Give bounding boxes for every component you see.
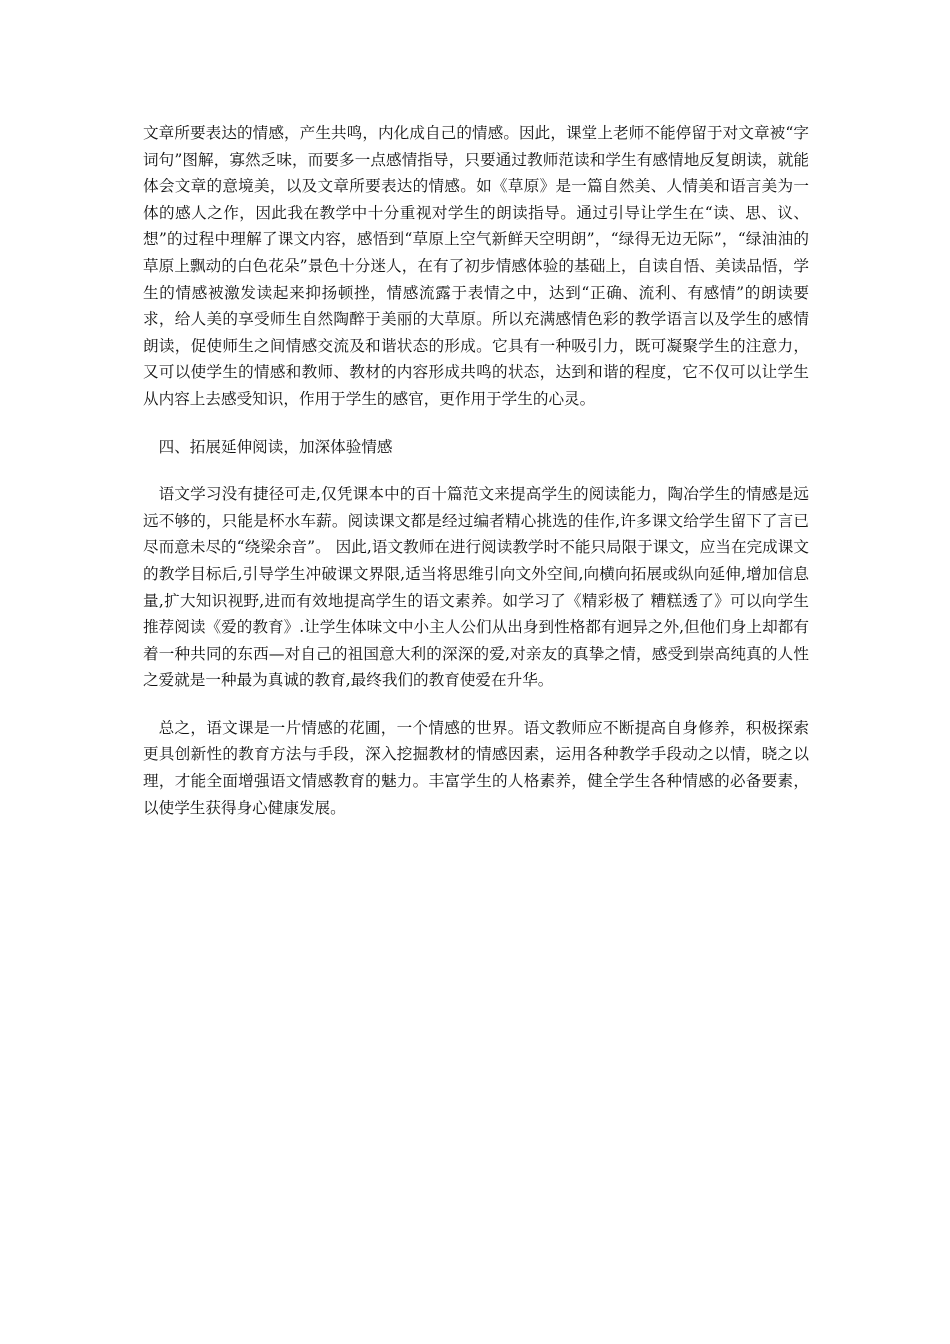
paragraph-intro: 文章所要表达的情感，产生共鸣，内化成自己的情感。因此，课堂上老师不能停留于对文章被“字词句”图解，寡然乏味，而要多一点感情指导，只要通过教师范读和学生有感情地反复朗读，就能体会文章的意境美，以及文章所要表达的情感。如《草原》是一篇自然美、人情美和语言美为一体的感人之作，因此我在教学中十分重视对学生的朗读指导。通过引导让学生在“读、思、议、想”的过程中理解了课文内容，感悟到“草原上空气新鲜天空明朗”，“绿得无边无际”，“绿油油的草原上飘动的白色花朵”景色十分迷人，在有了初步情感体验的基础上，自读自悟、美读品悟，学生的情感被激发读起来抑扬顿挫，情感流露于表情之中，达到“正确、流利、有感情”的朗读要求，给人美的享受师生自然陶醉于美丽的大草原。所以充满感情色彩的教学语言以及学生的感情朗读，促使师生之间情感交流及和谐状态的形成。它具有一种吸引力，既可凝聚学生的注意力，又可以使学生的情感和教师、教材的内容形成共鸣的状态，达到和谐的程度，它不仅可以让学生从内容上去感受知识，作用于学生的感官，更作用于学生的心灵。	[143, 124, 809, 408]
section-heading: 四、拓展延伸阅读，加深体验情感	[158, 437, 393, 456]
paragraph-section4: 语文学习没有捷径可走,仅凭课本中的百十篇范文来提高学生的阅读能力，陶冶学生的情感是远远不够的，只能是杯水车薪。阅读课文都是经过编者精心挑选的佳作,许多课文给学生留下了言已尽而意未尽的“绕梁余音”。 因此,语文教师在进行阅读教学时不能只局限于课文，应当在完成课文的教学目标后,引导学生冲破课文界限,适当将思维引向文外空间,向横向拓展或纵向延伸,增加信息量,扩大知识视野,进而有效地提高学生的语文素养。如学习了《精彩极了 糟糕透了》可以向学生推荐阅读《爱的教育》.让学生体味文中小主人公们从出身到性格都有迥异之外,但他们身上却都有着一种共同的东西—对自己的祖国意大利的深深的爱,对亲友的真挚之情，感受到崇高纯真的人性之爱就是一种最为真诚的教育,最终我们的教育使爱在升华。	[143, 485, 809, 690]
paragraph-conclusion: 总之，语文课是一片情感的花圃，一个情感的世界。语文教师应不断提高自身修养，积极探索更具创新性的教育方法与手段，深入挖掘教材的情感因素，运用各种教学手段动之以情，晓之以理，才能全面增强语文情感教育的魅力。丰富学生的人格素养，健全学生各种情感的必备要素，以使学生获得身心健康发展。	[143, 718, 809, 817]
document-body	[143, 120, 809, 821]
